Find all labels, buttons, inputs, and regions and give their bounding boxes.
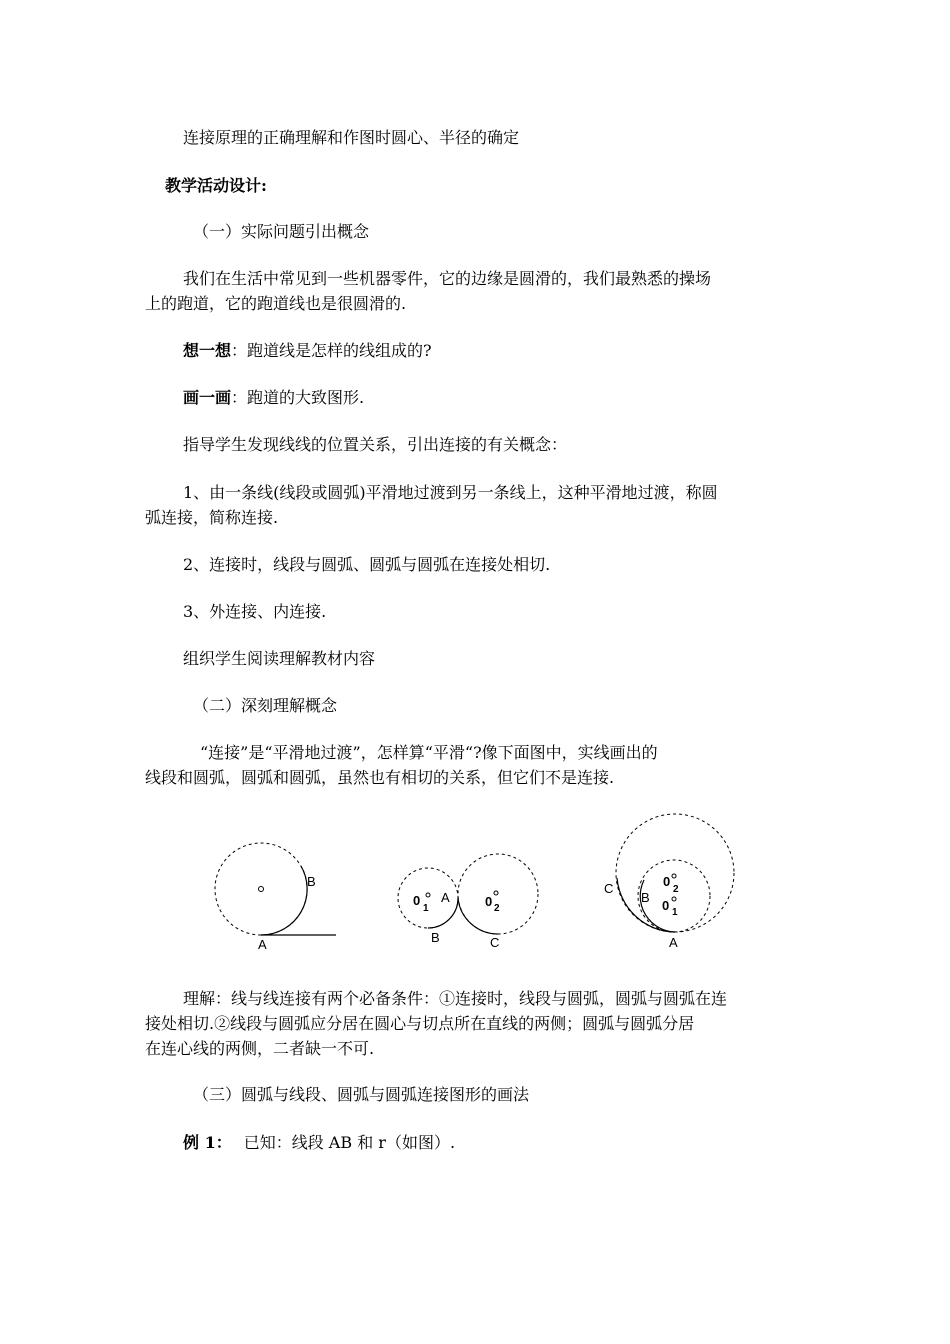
example-label: 例 1： <box>183 1133 232 1152</box>
paragraph-key-point: 连接原理的正确理解和作图时圆心、半径的确定 <box>183 128 520 147</box>
fig2-label-O2: 0 <box>485 894 493 909</box>
fig3-label-O1: 0 <box>662 898 670 913</box>
example-1 <box>183 1133 455 1153</box>
fig2-center-dot-2 <box>494 891 498 895</box>
concept-3: 3、外连接、内连接. <box>183 602 327 621</box>
section-heading-design: 教学活动设计: <box>165 176 267 195</box>
paragraph-intro-line-1: 我们在生活中常见到一些机器零件，它的边缘是圆滑的，我们最熟悉的操场 <box>183 269 712 288</box>
draw-paragraph <box>183 388 364 408</box>
subsection-heading-1: （一）实际问题引出概念 <box>193 222 370 241</box>
figure-3 <box>604 814 734 950</box>
fig2-label-O2-sub: 2 <box>494 903 500 914</box>
figure-2 <box>398 854 538 950</box>
fig2-label-O1-sub: 1 <box>423 903 429 914</box>
fig3-label-C: C <box>604 881 614 896</box>
subsection-heading-2: （二）深刻理解概念 <box>193 696 338 715</box>
understanding-line-3: 在连心线的两侧，二者缺一不可. <box>145 1039 375 1058</box>
paragraph-reading: 组织学生阅读理解教材内容 <box>183 649 376 668</box>
paragraph-smooth-line-2: 线段和圆弧，圆弧和圆弧，虽然也有相切的关系，但它们不是连接. <box>145 768 615 787</box>
draw-text: ：跑道的大致图形. <box>231 388 365 407</box>
understanding-line-1: 理解：线与线连接有两个必备条件：①连接时，线段与圆弧，圆弧与圆弧在连 <box>183 989 728 1008</box>
draw-label: 画一画 <box>183 388 232 407</box>
fig2-label-O1: 0 <box>413 893 421 908</box>
think-label: 想一想 <box>183 341 232 360</box>
paragraph-intro-line-2: 上的跑道，它的跑道线也是很圆滑的. <box>145 294 407 313</box>
fig1-dashed-circle <box>215 843 307 935</box>
fig1-center-dot <box>259 887 264 892</box>
paragraph-guide: 指导学生发现线线的位置关系，引出连接的有关概念： <box>183 435 568 454</box>
fig3-label-O1-sub: 1 <box>672 907 678 918</box>
fig2-label-A: A <box>441 890 450 905</box>
fig3-center-dot-2 <box>672 874 676 878</box>
figure-1 <box>215 843 336 952</box>
fig2-label-C: C <box>490 935 500 950</box>
concept-1-line-2: 弧连接，简称连接. <box>145 508 279 527</box>
fig2-center-dot-1 <box>426 893 430 897</box>
think-text: ：跑道线是怎样的线组成的? <box>231 341 432 360</box>
fig3-label-B: B <box>641 890 650 905</box>
understanding-line-2: 接处相切.②线段与圆弧应分居在圆心与切点所在直线的两侧；圆弧与圆弧分居 <box>145 1014 695 1033</box>
fig1-label-A: A <box>258 937 267 952</box>
example-text: 已知：线段 AB 和 r（如图）. <box>243 1133 456 1152</box>
fig3-label-A: A <box>669 935 678 950</box>
tangency-figures <box>0 800 950 960</box>
fig2-label-B: B <box>431 930 440 945</box>
concept-1-line-1: 1、由一条线(线段或圆弧)平滑地过渡到另一条线上，这种平滑地过渡，称圆 <box>183 483 718 502</box>
fig1-solid-arc <box>261 866 307 935</box>
subsection-heading-3: （三）圆弧与线段、圆弧与圆弧连接图形的画法 <box>193 1085 530 1104</box>
think-paragraph <box>183 341 432 361</box>
paragraph-smooth-line-1: “连接”是“平滑地过渡”，怎样算“平滑“?像下面图中，实线画出的 <box>200 743 658 762</box>
fig3-center-dot-1 <box>672 897 676 901</box>
fig1-label-B: B <box>307 874 316 889</box>
fig3-label-O2-sub: 2 <box>673 884 679 895</box>
concept-2: 2、连接时，线段与圆弧、圆弧与圆弧在连接处相切. <box>183 555 551 574</box>
fig3-label-O2: 0 <box>663 874 671 889</box>
